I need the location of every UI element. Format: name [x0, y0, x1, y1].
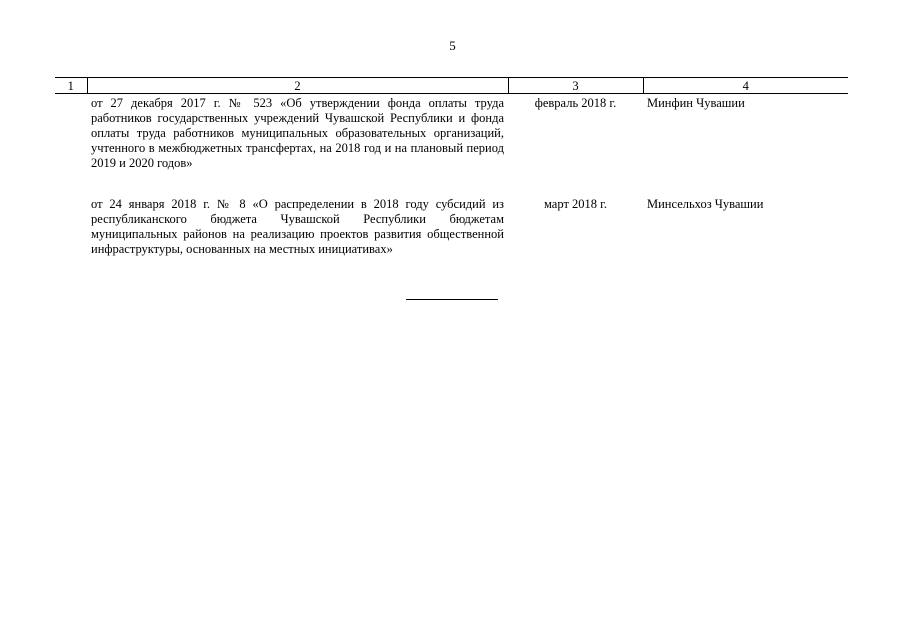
header-col-4: 4: [643, 78, 848, 94]
table-row: [55, 94, 848, 196]
schedule-table: [55, 77, 848, 257]
end-of-document-rule: [406, 299, 498, 300]
row-number-cell: [55, 195, 87, 257]
page-number: 5: [449, 38, 456, 53]
header-col-3: 3: [508, 78, 643, 94]
deadline-cell: февраль 2018 г.: [534, 96, 617, 110]
table-header-row: [55, 78, 848, 94]
table-body: [55, 94, 848, 258]
document-title-cell: от 27 декабря 2017 г. № 523 «Об утверждении фонда оплаты труда работников государственных учреждений Чувашской Республики и фонда оплаты труда работников муниципальных образовательных организаций, учтенного в межбюджетных трансфертах, на 2018 год и на плановый период 2019 и 2020 годов»: [91, 96, 504, 170]
responsible-org-cell: Минсельхоз Чувашии: [647, 197, 764, 211]
header-col-1: 1: [55, 78, 87, 94]
table-row: [55, 195, 848, 257]
row-number-cell: [55, 94, 87, 196]
deadline-cell: март 2018 г.: [543, 197, 607, 211]
header-col-2: 2: [87, 78, 508, 94]
table-header: [55, 78, 848, 94]
document-title-cell: от 24 января 2018 г. № 8 «О распределении в 2018 году субсидий из республиканского бюджета Чувашской Республики бюджетам муниципальных районов на реализацию проектов развития общественной инфраструктуры, основанных на местных инициативах»: [91, 197, 504, 256]
responsible-org-cell: Минфин Чувашии: [647, 96, 745, 110]
